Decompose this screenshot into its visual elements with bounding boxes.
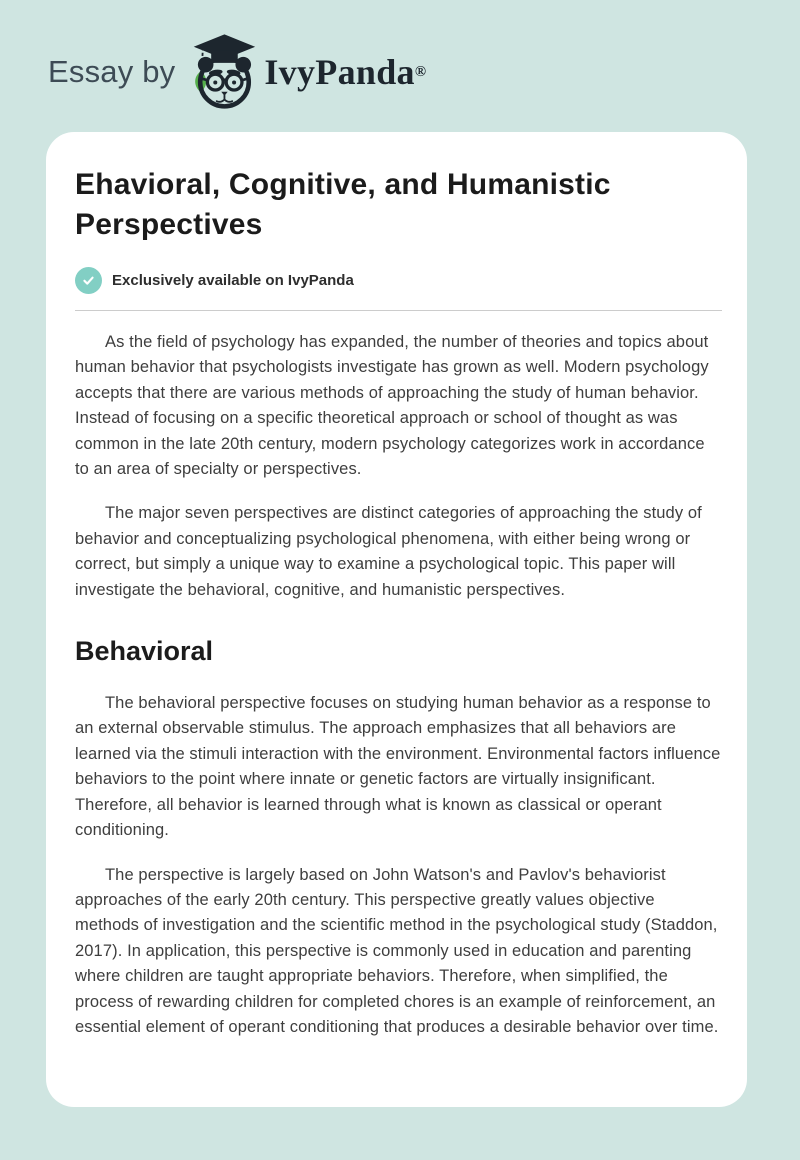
essay-card [46, 132, 747, 1107]
section-heading-behavioral: Behavioral [75, 636, 214, 667]
behavioral-paragraph-2: The perspective is largely based on John Watson's and Pavlov's behaviorist approaches of the early 20th century. This perspective greatly values objective methods of investigation and the scientific method in the psychological study (Staddon, 2017). In application, this perspective is commonly used in education and parenting where children are taught appropriate behaviors. Therefore, when simplified, the process of rewarding children for completed chores is an example of reinforcement, an essential element of operant conditioning that produces a desirable behavior over time. [75, 865, 719, 1036]
registered-trademark-symbol: ® [414, 63, 427, 80]
exclusive-badge [75, 267, 722, 294]
brand-wordmark: IvyPanda [264, 52, 415, 92]
panda-graduate-icon [191, 32, 264, 112]
exclusive-badge-label: Exclusively available on IvyPanda [112, 272, 354, 289]
intro-paragraph-2: The major seven perspectives are distinct categories of approaching the study of behavior and conceptualizing psychological phenomena, with either being wrong or correct, but simply a unique way to examine a psychological topic. This paper will investigate the behavioral, cognitive, and humanistic perspectives. [75, 504, 702, 599]
essay-title: Ehavioral, Cognitive, and Humanistic Perspectives [75, 168, 611, 241]
ivypanda-logo[interactable] [191, 32, 426, 112]
behavioral-paragraph-1: The behavioral perspective focuses on studying human behavior as a response to an external observable stimulus. The approach emphasizes that all behaviors are learned via the stimuli interaction with the environment. Environmental factors influence behaviors to the point where innate or genetic factors are virtually insignificant. Therefore, all behavior is learned through what is known as classical or operant conditioning. [75, 694, 721, 840]
check-icon [75, 267, 102, 294]
page-header [0, 0, 800, 112]
intro-paragraph-1: As the field of psychology has expanded, the number of theories and topics about human behavior that psychologists investigate has grown as well. Modern psychology accepts that there are various methods of approaching the study of human behavior. Instead of focusing on a specific theoretical approach or school of thought as was common in the late 20th century, modern psychology categorizes work in accordance to an area of specialty or perspectives. [75, 333, 709, 479]
divider [75, 310, 722, 311]
essay-by-label: Essay by [48, 54, 176, 89]
